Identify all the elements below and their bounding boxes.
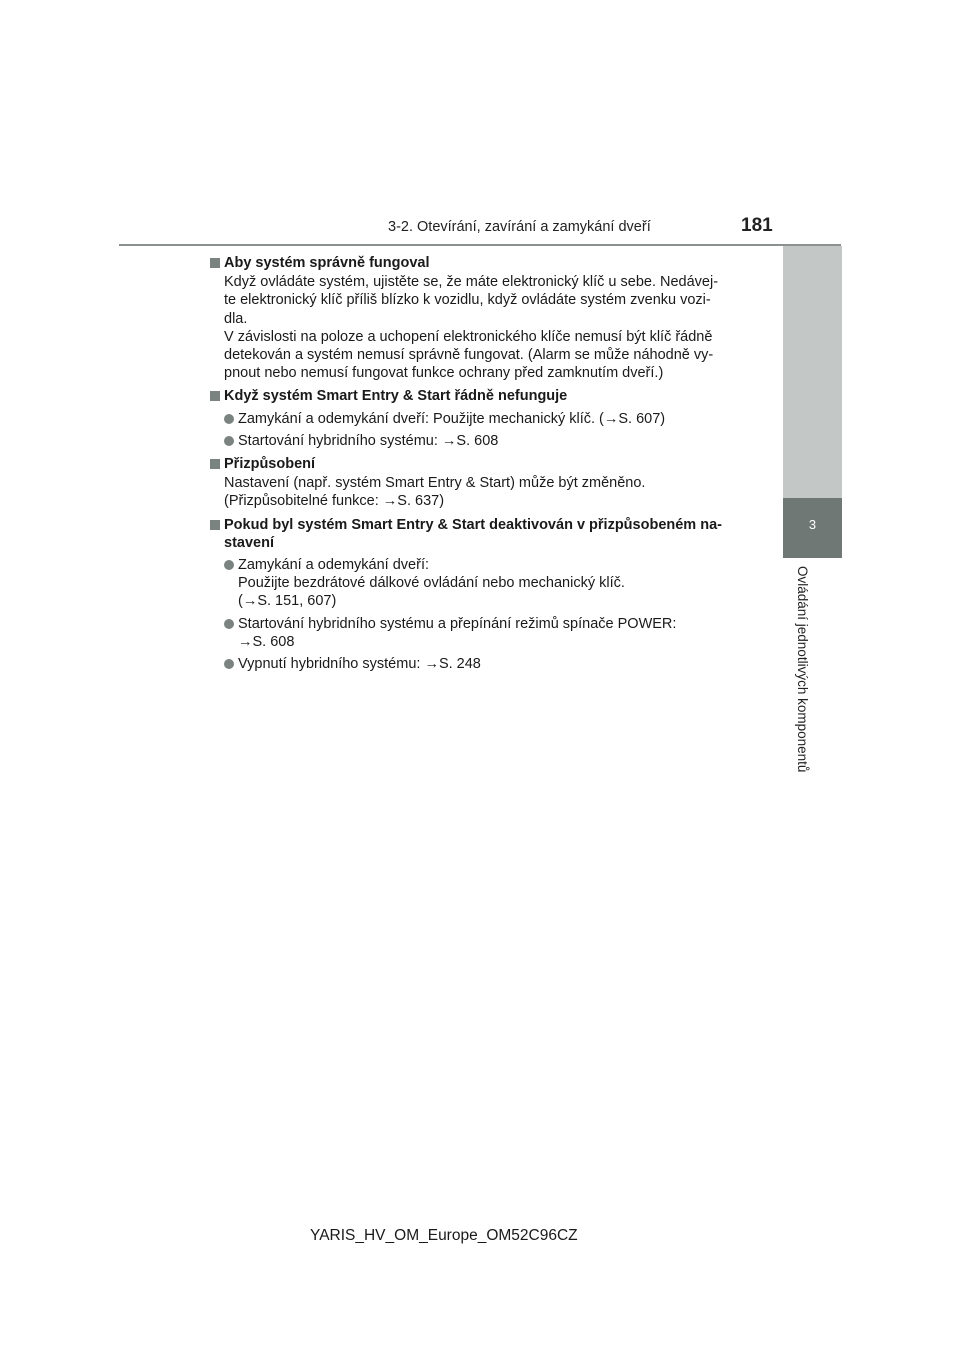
round-bullet-icon (224, 436, 234, 446)
text-line: Použijte bezdrátové dálkové ovládání nebo mechanický klíč. (238, 575, 625, 592)
chapter-tab (783, 498, 842, 558)
list-item (210, 410, 755, 428)
text-line: →S. 608 (238, 633, 295, 650)
page-content (210, 254, 755, 678)
section-heading (210, 516, 755, 552)
heading-text: Přizpůsobení (224, 456, 316, 473)
text-line: (→S. 151, 607) (238, 593, 337, 610)
text-line: Startování hybridního systému: →S. 608 (238, 432, 499, 449)
section-malfunction (210, 387, 755, 450)
text-line: Startování hybridního systému a přepínání režimů spínače POWER: (238, 615, 677, 632)
text-line: (Přizpůsobitelné funkce: →S. 637) (224, 493, 445, 510)
chapter-side-label: Ovládání jednotlivých komponentů (795, 566, 810, 773)
heading-text: stavení (224, 534, 274, 551)
square-bullet-icon (210, 459, 220, 469)
section-deactivated (210, 516, 755, 674)
text-line: Když ovládáte systém, ujistěte se, že máte elektronický klíč u sebe. Nedávej- (224, 274, 719, 291)
list-item (210, 615, 755, 651)
round-bullet-icon (224, 414, 234, 424)
round-bullet-icon (224, 619, 234, 629)
paragraph (210, 474, 755, 510)
list-item (210, 432, 755, 450)
chapter-number: 3 (808, 517, 817, 532)
header-divider (119, 244, 841, 246)
square-bullet-icon (210, 258, 220, 268)
text-line: Zamykání a odemykání dveří: Použijte mechanický klíč. (→S. 607) (238, 410, 666, 427)
text-line: pnout nebo nemusí fungovat funkce ochrany před zamknutím dveří.) (224, 365, 664, 382)
square-bullet-icon (210, 391, 220, 401)
section-header-title: 3-2. Otevírání, zavírání a zamykání dveří (388, 219, 651, 235)
text-line: Zamykání a odemykání dveří: (238, 557, 429, 574)
section-heading (210, 455, 755, 473)
chapter-side-bar (783, 246, 842, 498)
text-line: V závislosti na poloze a uchopení elektronického klíče nemusí být klíč řádně (224, 328, 713, 345)
list-item (210, 556, 755, 611)
text-line: te elektronický klíč příliš blízko k vozidlu, když ovládáte systém zvenku vozi- (224, 292, 711, 309)
section-heading (210, 254, 755, 272)
section-heading (210, 387, 755, 405)
page-number: 181 (741, 215, 773, 236)
paragraph (210, 273, 755, 382)
heading-text: Když systém Smart Entry & Start řádně nefunguje (224, 388, 568, 405)
list-item (210, 655, 755, 673)
heading-text: Aby systém správně fungoval (224, 255, 430, 271)
text-line: Nastavení (např. systém Smart Entry & Start) může být změněno. (224, 475, 646, 492)
document-code-footer: YARIS_HV_OM_Europe_OM52C96CZ (310, 1227, 578, 1244)
round-bullet-icon (224, 560, 234, 570)
text-line: detekován a systém nemusí správně fungovat. (Alarm se může náhodně vy- (224, 347, 714, 364)
section-customization (210, 455, 755, 511)
heading-text: Pokud byl systém Smart Entry & Start deaktivován v přizpůsobeném na- (224, 516, 722, 533)
round-bullet-icon (224, 659, 234, 669)
section-proper-operation (210, 254, 755, 382)
square-bullet-icon (210, 520, 220, 530)
text-line: Vypnutí hybridního systému: →S. 248 (238, 656, 481, 673)
text-line: dla. (224, 310, 248, 327)
